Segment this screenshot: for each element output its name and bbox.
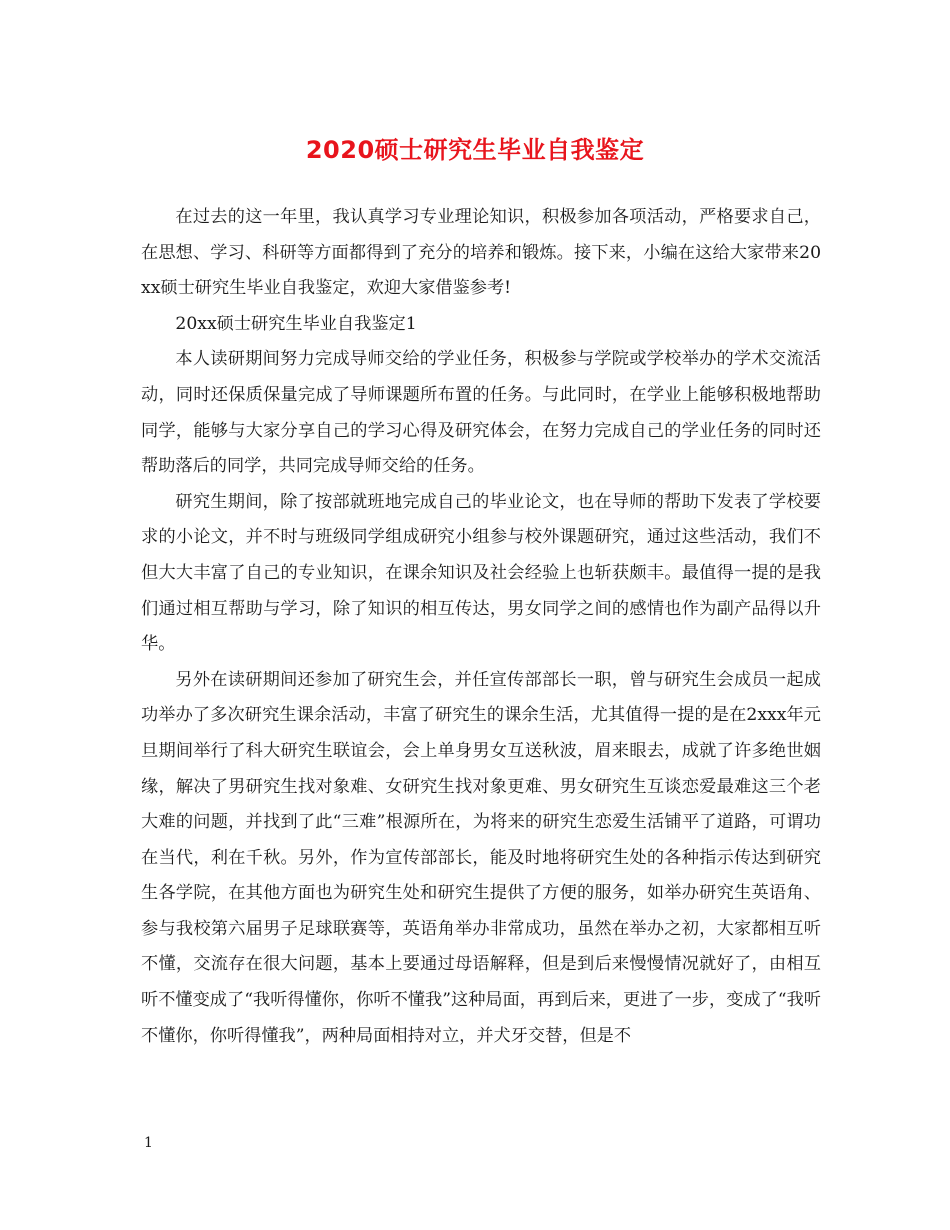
paragraph-intro: 在过去的这一年里，我认真学习专业理论知识，积极参加各项活动，严格要求自己，在思想、学习、科研等方面都得到了充分的培养和锻炼。接下来，小编在这给大家带来20xx硕士研究生毕业自我鉴定，欢迎大家借鉴参考! xyxy=(141,207,821,299)
document-body xyxy=(141,200,821,1054)
paragraph-research: 研究生期间，除了按部就班地完成自己的毕业论文，也在导师的帮助下发表了学校要求的小论文，并不时与班级同学组成研究小组参与校外课题研究，通过这些活动，我们不但大大丰富了自己的专业知识，在课余知识及社会经验上也斩获颇丰。最值得一提的是我们通过相互帮助与学习，除了知识的相互传达，男女同学之间的感情也作为副产品得以升华。 xyxy=(141,491,821,655)
paragraph-academic: 本人读研期间努力完成导师交给的学业任务，积极参与学院或学校举办的学术交流活动，同时还保质保量完成了导师课题所布置的任务。与此同时，在学业上能够积极地帮助同学，能够与大家分享自己的学习心得及研究体会，在努力完成自己的学业任务的同时还帮助落后的同学，共同完成导师交给的任务。 xyxy=(141,349,821,477)
page-number: 1 xyxy=(144,1135,153,1151)
section-heading: 20xx硕士研究生毕业自我鉴定1 xyxy=(175,313,417,334)
paragraph-student-union: 另外在读研期间还参加了研究生会，并任宣传部部长一职，曾与研究生会成员一起成功举办了多次研究生课余活动，丰富了研究生的课余生活，尤其值得一提的是在2xxx年元旦期间举行了科大研究生联谊会，会上单身男女互送秋波，眉来眼去，成就了许多绝世姻缘，解决了男研究生找对象难、女研究生找对象更难、男女研究生互谈恋爱最难这三个老大难的问题，并找到了此“三难”根源所在，为将来的研究生恋爱生活铺平了道路，可谓功在当代，利在千秋。另外，作为宣传部部长，能及时地将研究生处的各种指示传达到研究生各学院，在其他方面也为研究生处和研究生提供了方便的服务，如举办研究生英语角、参与我校第六届男子足球联赛等，英语角举办非常成功，虽然在举办之初，大家都相互听不懂，交流存在很大问题，基本上要通过母语解释，但是到后来慢慢情况就好了，由相互听不懂变成了“我听得懂你，你听不懂我”这种局面，再到后来，更进了一步，变成了“我听不懂你，你听得懂我”，两种局面相持对立，并犬牙交替，但是不 xyxy=(141,669,821,1046)
document-title: 2020硕士研究生毕业自我鉴定 xyxy=(305,136,645,164)
